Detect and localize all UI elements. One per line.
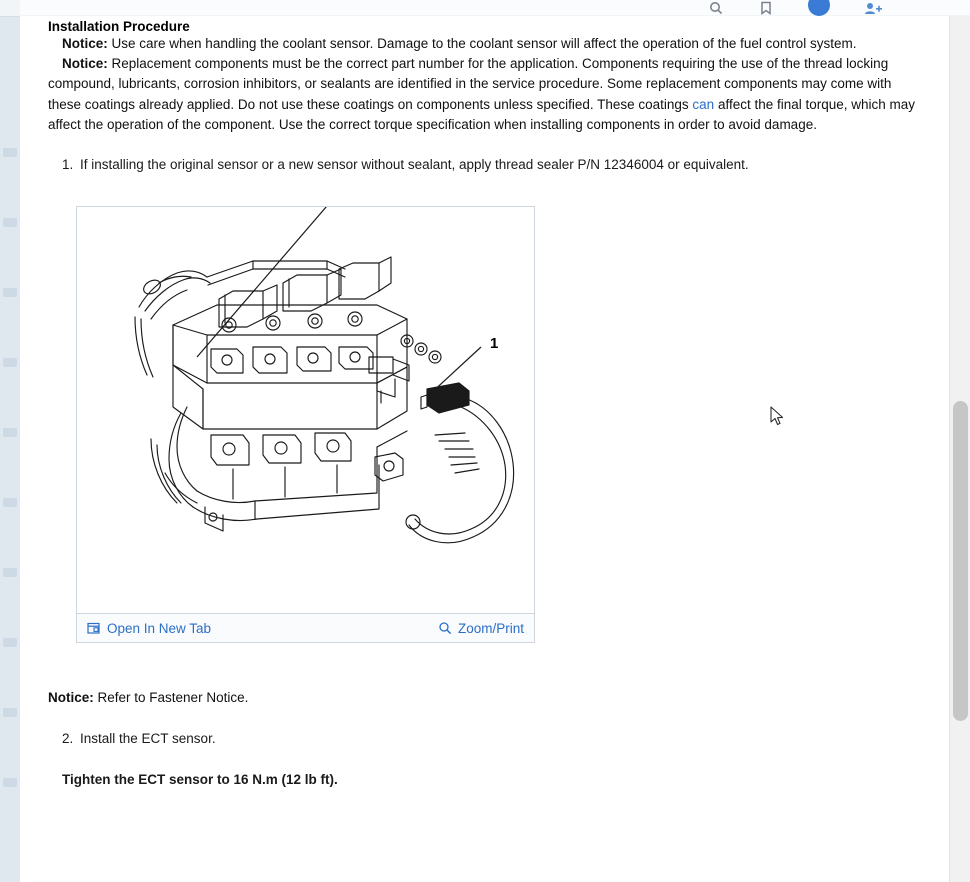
browser-toolbar <box>0 0 970 17</box>
notice-replacement-components <box>48 54 922 135</box>
notice-fastener <box>48 688 922 708</box>
document-content <box>20 16 950 790</box>
notice-label: Notice: <box>48 690 94 706</box>
step-text: Install the ECT sensor. <box>80 731 216 747</box>
bookmark-icon[interactable] <box>758 1 774 15</box>
open-in-new-tab-button[interactable] <box>87 621 211 636</box>
figure-toolbar <box>77 613 534 642</box>
notice-text: Refer to Fastener Notice. <box>93 690 249 706</box>
zoom-print-button[interactable] <box>438 621 524 636</box>
notice-coolant-sensor <box>48 34 922 54</box>
step-number: 2. <box>62 731 74 747</box>
figure-callout-1: 1 <box>490 335 499 353</box>
notice-text: Use care when handling the coolant sensor. Damage to the coolant sensor will affect the operation of the fuel control system. <box>107 36 857 51</box>
desktop-left-strip <box>0 0 20 882</box>
procedure-steps <box>48 135 922 175</box>
figure-image <box>77 207 534 614</box>
post-figure-content <box>48 643 922 790</box>
notice-text-after-link: affect the final torque, which may affect the operation of the component. Use the correct torque specification when installing components in order to avoid damage. <box>48 96 916 132</box>
list-item <box>48 135 922 175</box>
torque-specification: Tighten the ECT sensor to 16 N.m (12 lb ft). <box>62 772 338 788</box>
step-text: If installing the original sensor or a new sensor without sealant, apply thread sealer P/N 12346004 or equivalent. <box>80 157 749 173</box>
page-title: Installation Procedure <box>48 19 190 34</box>
open-in-new-tab-label: Open In New Tab <box>107 620 212 636</box>
notice-text-before-link: Replacement components must be the correct part number for the application. Components requiring the use of the thread locking compound, lubricants, corrosion inhibitors, or sealants are identified in the service procedure. Some replacement components may come with these coatings already applied. Do not use these coatings on components unless specified. These coatings <box>48 56 892 112</box>
search-icon[interactable] <box>708 1 724 15</box>
list-item <box>48 708 922 749</box>
notice-label: Notice: <box>62 56 108 72</box>
profile-avatar[interactable] <box>808 0 830 16</box>
document-viewport <box>20 16 950 882</box>
notice-label: Notice: <box>62 36 108 51</box>
step-number: 1. <box>62 157 74 173</box>
vertical-scroll-thumb[interactable] <box>953 401 968 721</box>
figure-card <box>76 206 535 643</box>
vertical-scrollbar[interactable] <box>949 16 970 882</box>
inline-link-can[interactable]: can <box>692 96 715 112</box>
add-user-icon[interactable] <box>864 1 880 15</box>
zoom-print-label: Zoom/Print <box>457 620 524 636</box>
new-window-icon <box>87 621 101 635</box>
magnifier-icon <box>438 621 452 635</box>
